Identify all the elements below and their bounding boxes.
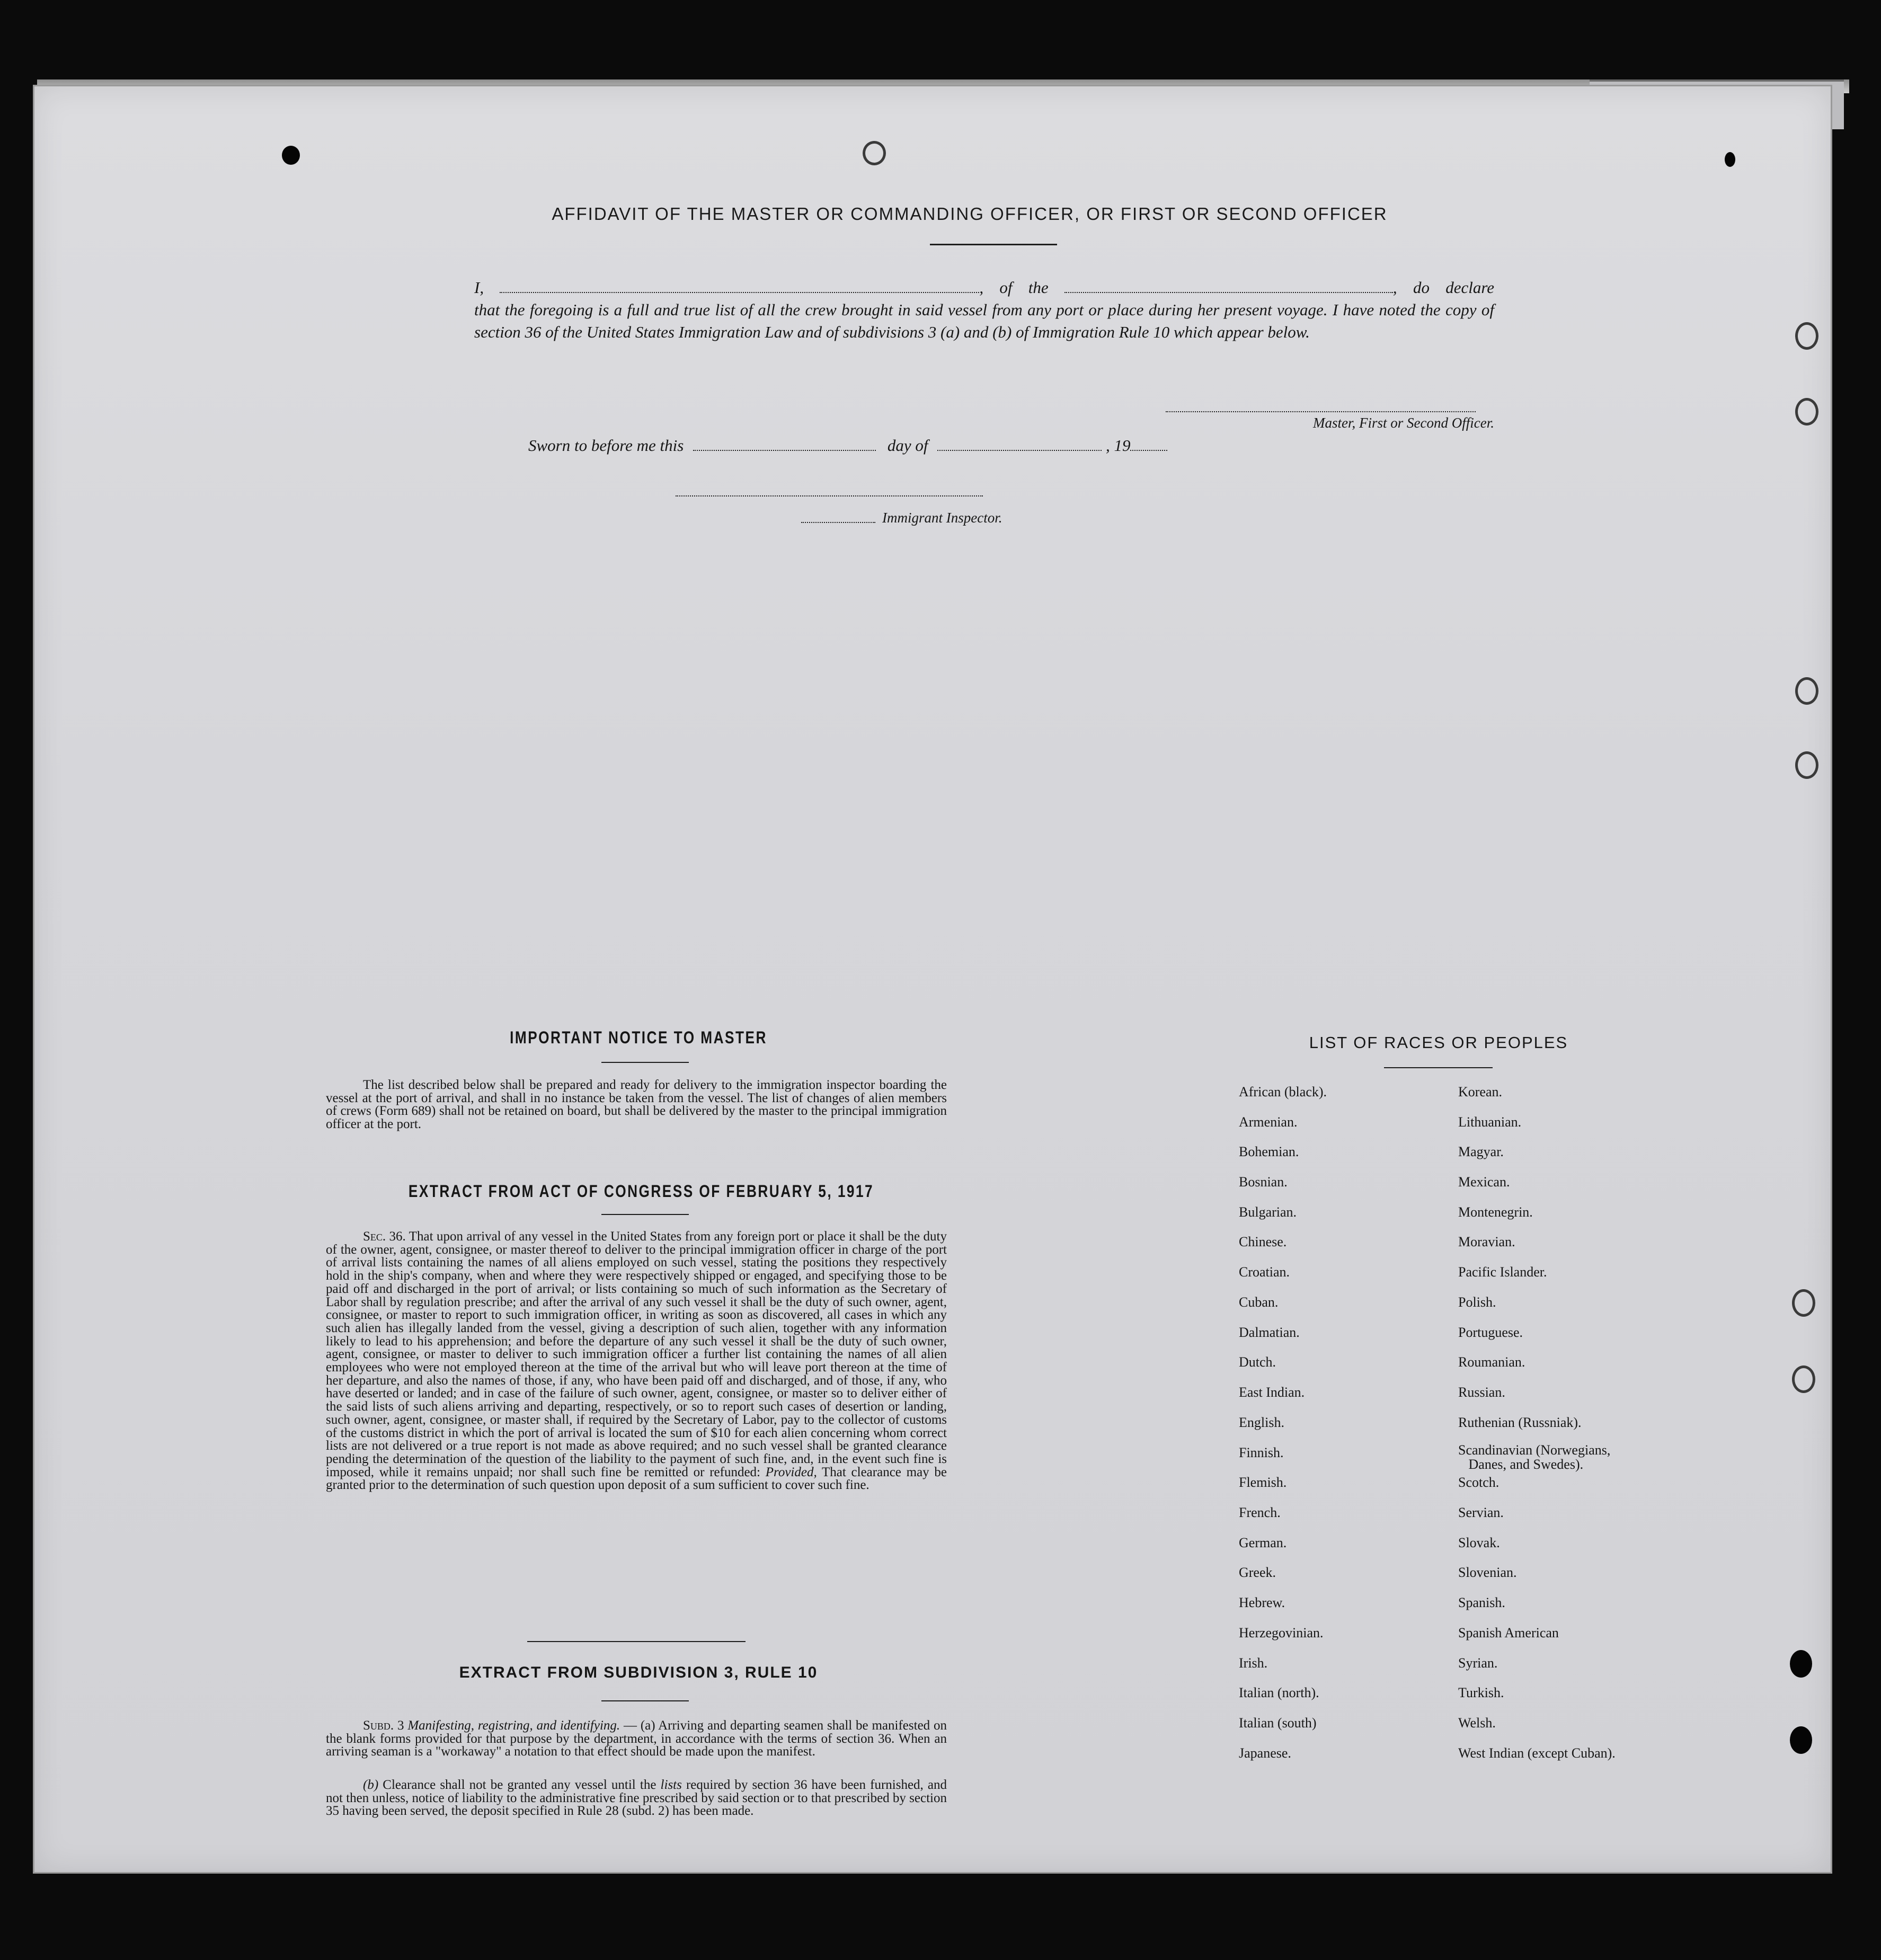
punch-hole-icon <box>1795 398 1818 425</box>
year-prefix: , 19 <box>1105 436 1131 455</box>
race-item: Mexican. <box>1458 1174 1510 1190</box>
sec-36-text <box>326 1230 947 1492</box>
name-blank[interactable] <box>500 280 979 293</box>
race-item: German. <box>1239 1535 1287 1550</box>
punch-hole-icon <box>1725 152 1735 167</box>
race-item: Spanish. <box>1458 1595 1505 1610</box>
race-item: Korean. <box>1458 1084 1503 1099</box>
notice-title: IMPORTANT NOTICE TO MASTER <box>510 1028 767 1047</box>
subd-3-paragraph-a <box>326 1719 947 1759</box>
race-item: Dalmatian. <box>1239 1325 1300 1340</box>
title-underline <box>930 244 1057 245</box>
race-item: Magyar. <box>1458 1144 1504 1159</box>
race-item: East Indian. <box>1239 1385 1305 1400</box>
race-item: Greek. <box>1239 1565 1276 1580</box>
race-item: French. <box>1239 1505 1281 1520</box>
subd-3-paragraph-b <box>326 1779 947 1818</box>
notice-text: The list described below shall be prepared and ready for delivery to the immigration inspector boarding the vessel at the port of arrival, and shall in no instance be taken from the vessel. The list of changes of alien members of crews (Form 689) shall not be retained on board, but shall be delivered by the master to the principal immigration officer at the port. <box>326 1078 947 1132</box>
document-sheet <box>33 85 1832 1874</box>
race-item: Herzegovinian. <box>1239 1625 1324 1640</box>
para-b-label: (b) <box>363 1778 379 1792</box>
sworn-label: Sworn to before me this <box>528 436 684 455</box>
race-item: West Indian (except Cuban). <box>1458 1745 1616 1761</box>
sworn-line <box>528 436 1270 455</box>
punch-hole-icon <box>1795 322 1818 350</box>
race-item: Roumanian. <box>1458 1354 1525 1370</box>
race-item: Slovak. <box>1458 1535 1500 1550</box>
race-item: Pacific Islander. <box>1458 1264 1547 1280</box>
punch-hole-icon <box>1792 1289 1815 1317</box>
race-item: Armenian. <box>1239 1114 1298 1130</box>
race-item: Servian. <box>1458 1505 1504 1520</box>
race-item: Finnish. <box>1239 1445 1284 1460</box>
inspector-prefix-line <box>801 521 875 523</box>
race-item: Montenegrin. <box>1458 1204 1533 1220</box>
subd-heading: Manifesting, registring, and identifying. <box>407 1718 620 1733</box>
sec-36-body: That upon arrival of any vessel in the United States from any foreign port or place it shall be the duty of the owner, agent, consignee, or master thereof to deliver to the principal immigration officer in charge of the port of arrival lists containing the names of all aliens employed on such vessel, stating the positions they respectively hold in the ship's company, when and where they were respectively shipped or engaged, and specifying those to be paid off and discharged in the port of arrival; or lists containing so much of such information as the Secretary of Labor shall by regulation prescribe; and after the arrival of any such vessel it shall be the duty of such owner, agent, consignee, or master to report to such immigration officer, in writing as soon as discovered, all cases in which any such alien has illegally landed from the vessel, giving a description of such alien, together with any information likely to lead to his apprehension; and before the departure of any such vessel it shall be the duty of such owner, agent, consignee, or master to deliver to such immigration officer a further list containing the names of all alien employees who were not employed thereon at the time of the arrival but who will leave port thereon at the time of her departure, and also the names of those, if any, who have been paid off and discharged, and of those, if any, who have deserted or landed; and in case of the failure of such owner, agent, consignee, or master so to deliver either of the said lists of such aliens arriving and departing, respectively, or so to report such cases of desertion or landing, such owner, agent, consignee, or master shall, if required by the Secretary of Labor, pay to the collector of customs of the customs district in which the port of arrival is located the sum of $10 for each alien concerning whom correct lists are not delivered or a true report is not made as above required; and no such vessel shall be granted clearance pending the determination of the question of the liability to the payment of such fine, and, in the event such fine is imposed, while it remains unpaid; nor shall such fine be remitted or refunded: <box>326 1229 947 1479</box>
para-a-text: Arriving and departing seamen shall be manifested on the blank forms provided for that purpose by the department, in accordance with the terms of section 36. When an arriving seaman is a "workaway" a notation to that effect should be made upon the manifest. <box>326 1718 947 1759</box>
race-item: Dutch. <box>1239 1354 1276 1370</box>
act-extract-title: EXTRACT FROM ACT OF CONGRESS OF FEBRUARY 5, 1917 <box>408 1182 874 1201</box>
do-declare-label: , do declare <box>1392 278 1495 297</box>
races-title: LIST OF RACES OR PEOPLES <box>1309 1033 1568 1052</box>
sworn-month-blank[interactable] <box>937 439 1102 451</box>
race-item: Bosnian. <box>1239 1174 1288 1190</box>
race-item: Turkish. <box>1458 1685 1504 1700</box>
of-the-label: , of the <box>979 278 1049 297</box>
punch-hole-icon <box>282 146 300 165</box>
race-item: Polish. <box>1458 1294 1496 1310</box>
race-item: Croatian. <box>1239 1264 1290 1280</box>
provided-label: Provided, <box>765 1465 817 1479</box>
day-of-label: day of <box>887 436 928 455</box>
race-item: African (black). <box>1239 1084 1327 1099</box>
rule-extract-underline <box>601 1700 689 1701</box>
races-underline <box>1384 1067 1493 1068</box>
vessel-blank[interactable] <box>1064 280 1393 293</box>
race-item: Syrian. <box>1458 1655 1498 1671</box>
race-item: English. <box>1239 1415 1284 1430</box>
race-item: Scotch. <box>1458 1475 1500 1490</box>
para-b-start: Clearance shall not be granted any vessel until the <box>383 1778 656 1792</box>
race-item: Bohemian. <box>1239 1144 1299 1159</box>
race-item: Italian (north). <box>1239 1685 1319 1700</box>
race-item: Welsh. <box>1458 1715 1496 1731</box>
race-item: Italian (south) <box>1239 1715 1317 1731</box>
punch-hole-icon <box>863 141 886 165</box>
race-item: Hebrew. <box>1239 1595 1285 1610</box>
race-item: Slovenian. <box>1458 1565 1517 1580</box>
punch-hole-icon <box>1790 1726 1812 1754</box>
sec-36-end: That clearance may be granted prior to the determination of such question upon deposit of a sum sufficient to cover such fine. <box>326 1465 947 1493</box>
sworn-day-blank[interactable] <box>693 439 876 451</box>
punch-hole-icon <box>1795 751 1818 779</box>
race-item: Flemish. <box>1239 1475 1287 1490</box>
rule-extract-title: EXTRACT FROM SUBDIVISION 3, RULE 10 <box>459 1664 818 1681</box>
inspector-signature-line[interactable] <box>676 494 983 496</box>
inspector-label: Immigrant Inspector. <box>882 510 1002 526</box>
affidavit-title: AFFIDAVIT OF THE MASTER OR COMMANDING OFFICER, OR FIRST OR SECOND OFFICER <box>552 204 1388 224</box>
i-label: I, <box>474 278 484 297</box>
race-item: Bulgarian. <box>1239 1204 1297 1220</box>
race-item: Chinese. <box>1239 1234 1287 1249</box>
race-item: Portuguese. <box>1458 1325 1523 1340</box>
punch-hole-icon <box>1792 1365 1815 1393</box>
master-signature-line[interactable] <box>1166 410 1476 412</box>
race-item: Ruthenian (Russniak). <box>1458 1415 1582 1430</box>
sworn-year-blank[interactable] <box>1130 439 1167 451</box>
punch-hole-icon <box>1795 677 1818 705</box>
para-b-rest: required by section 36 have been furnished, and not then unless, notice of liability to the administrative fine prescribed by said section or to that prescribed by section 35 having been served, the deposit specified in Rule 28 (subd. 2) has been made. <box>326 1778 947 1819</box>
act-extract-underline <box>601 1214 689 1215</box>
race-item: Scandinavian (Norwegians, Danes, and Swedes). <box>1458 1442 1611 1472</box>
section-divider <box>527 1641 746 1642</box>
race-item: Russian. <box>1458 1385 1505 1400</box>
race-item: Irish. <box>1239 1655 1268 1671</box>
para-b-lists: lists <box>660 1778 682 1792</box>
master-signature-label: Master, First or Second Officer. <box>1313 415 1494 431</box>
subd-label: Subd. 3 <box>363 1718 404 1733</box>
punch-hole-icon <box>1790 1650 1812 1678</box>
notice-underline <box>601 1062 689 1063</box>
race-item: Japanese. <box>1239 1745 1291 1761</box>
race-item: Spanish American <box>1458 1625 1559 1640</box>
affidavit-declaration <box>474 277 1494 343</box>
race-item: Cuban. <box>1239 1294 1279 1310</box>
race-item: Lithuanian. <box>1458 1114 1522 1130</box>
sec-36-label: Sec. 36. <box>363 1229 406 1244</box>
declaration-text: that the foregoing is a full and true list of all the crew brought in said vessel from any port or place during her present voyage. I have noted the copy of section 36 of the United States Immigration Law and of subdivisions 3 (a) and (b) of Immigration Rule 10 which appear below. <box>474 300 1494 341</box>
para-a-label: — (a) <box>624 1718 655 1733</box>
race-item: Moravian. <box>1458 1234 1515 1249</box>
